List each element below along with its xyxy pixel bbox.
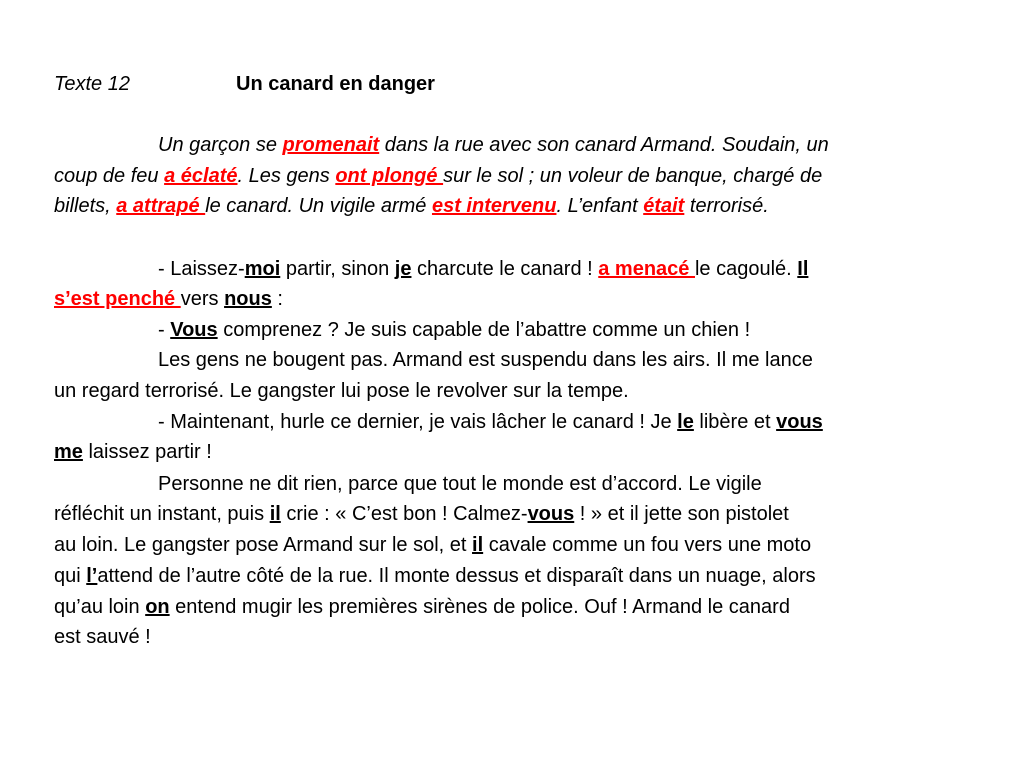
text-run: Un garçon se <box>158 134 283 156</box>
text-run: Les gens ne bougent pas. Armand est suspendu dans les airs. Il me lance <box>158 349 813 371</box>
pronoun-highlight: vous <box>776 411 823 433</box>
text-run: - <box>158 319 171 341</box>
text-run: . L’enfant <box>556 195 644 217</box>
story-line <box>158 410 823 434</box>
story-line <box>54 379 629 403</box>
text-run: le canard. Un vigile armé <box>205 195 432 217</box>
verb-highlight: a attrapé <box>116 195 206 217</box>
pronoun-highlight: l’ <box>86 565 98 587</box>
verb-highlight: est intervenu <box>431 195 557 217</box>
text-run: le cagoulé. <box>694 258 798 280</box>
verb-highlight: promenait <box>282 134 380 156</box>
story-line <box>54 287 283 311</box>
text-run: laissez partir ! <box>82 441 212 463</box>
text-run: - Laissez- <box>158 258 245 280</box>
story-line <box>158 318 750 342</box>
text-run: . Les gens <box>237 165 336 187</box>
text-run: crie : « C’est bon ! Calmez- <box>280 503 528 525</box>
story-line <box>54 595 790 619</box>
text-run: : <box>271 288 283 310</box>
text-run: entend mugir les premières sirènes de police. Ouf ! Armand le canard <box>169 596 790 618</box>
pronoun-highlight: on <box>145 596 170 618</box>
text-run: terrorisé. <box>684 195 769 217</box>
text-run: billets, <box>54 195 117 217</box>
pronoun-highlight: nous <box>224 288 272 310</box>
text-run: - Maintenant, hurle ce dernier, je vais lâcher le canard ! Je <box>158 411 678 433</box>
pronoun-highlight: il <box>269 503 281 525</box>
story-line <box>158 348 813 372</box>
text-run: au loin. Le gangster pose Armand sur le sol, et <box>54 534 473 556</box>
verb-highlight: ont plongé <box>335 165 444 187</box>
story-line <box>158 133 829 157</box>
text-run: coup de feu <box>54 165 165 187</box>
story-line <box>54 625 151 649</box>
pronoun-highlight: vous <box>527 503 575 525</box>
text-run: vers <box>180 288 225 310</box>
pronoun-highlight: Il <box>797 258 809 280</box>
story-line <box>54 533 811 557</box>
story-line <box>158 472 762 496</box>
story-line <box>54 440 212 464</box>
pronoun-highlight: Vous <box>170 319 218 341</box>
text-run: Personne ne dit rien, parce que tout le monde est d’accord. Le vigile <box>158 473 762 495</box>
verb-highlight: a menacé <box>598 258 695 280</box>
pronoun-highlight: je <box>394 258 412 280</box>
text-run: qu’au loin <box>54 596 146 618</box>
text-run: sur le sol ; un voleur de banque, chargé de <box>443 165 823 187</box>
header-line <box>54 72 435 96</box>
text-run: un regard terrorisé. Le gangster lui pose le revolver sur la tempe. <box>54 380 629 402</box>
verb-highlight: a éclaté <box>164 165 238 187</box>
pronoun-highlight: le <box>677 411 694 433</box>
doc-title: Un canard en danger <box>236 73 435 95</box>
text-run: comprenez ? Je suis capable de l’abattre comme un chien ! <box>217 319 751 341</box>
text-run: ! » et il jette son pistolet <box>574 503 789 525</box>
verb-highlight: s’est penché <box>54 288 181 310</box>
pronoun-highlight: moi <box>244 258 281 280</box>
text-run: est sauvé ! <box>54 626 151 648</box>
text-run: cavale comme un fou vers une moto <box>483 534 812 556</box>
story-line <box>54 502 789 526</box>
text-run: dans la rue avec son canard Armand. Soudain, un <box>379 134 829 156</box>
story-line <box>54 564 816 588</box>
pronoun-highlight: il <box>472 534 484 556</box>
text-run: partir, sinon <box>280 258 395 280</box>
verb-highlight: était <box>643 195 685 217</box>
text-label: Texte 12 <box>54 73 130 95</box>
text-run: charcute le canard ! <box>411 258 599 280</box>
text-run: qui <box>54 565 87 587</box>
pronoun-highlight: me <box>54 441 83 463</box>
story-line <box>158 257 808 281</box>
story-line <box>54 194 769 218</box>
story-line <box>54 164 822 188</box>
text-run: libère et <box>693 411 777 433</box>
text-run: attend de l’autre côté de la rue. Il monte dessus et disparaît dans un nuage, alors <box>97 565 816 587</box>
text-run: réfléchit un instant, puis <box>54 503 270 525</box>
